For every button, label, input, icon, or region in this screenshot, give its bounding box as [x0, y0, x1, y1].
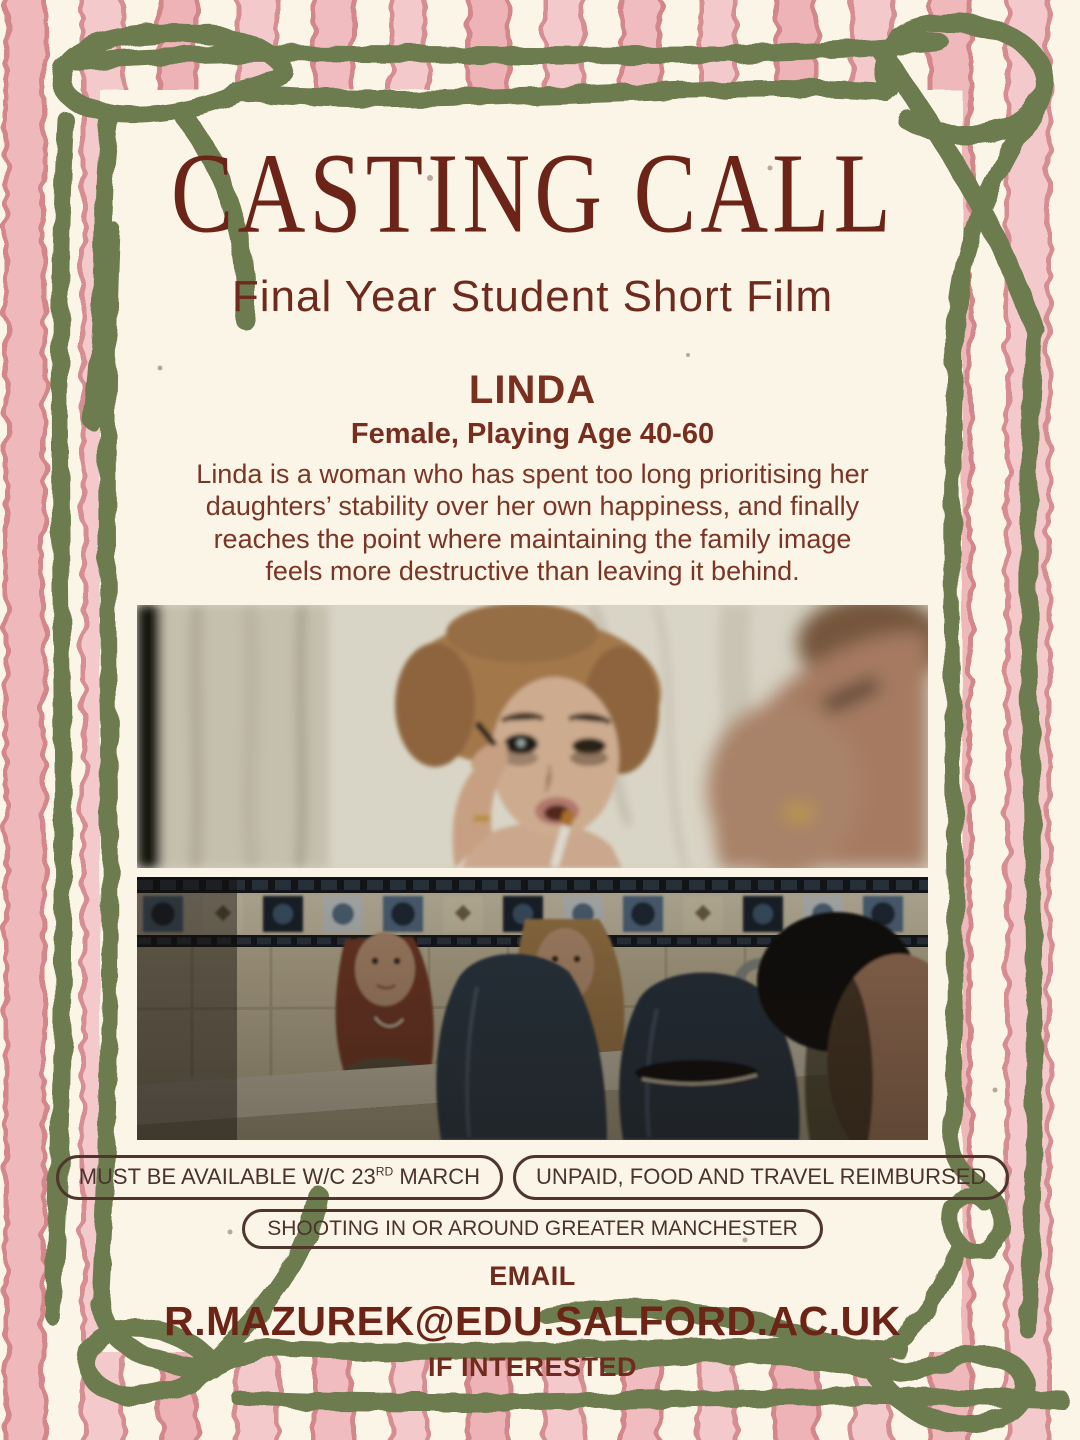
role-description	[196, 458, 868, 588]
film-still-makeup-mirror	[137, 605, 928, 868]
contact-interest-note: IF INTERESTED	[427, 1351, 637, 1382]
poster-subtitle: Final Year Student Short Film	[231, 272, 834, 321]
location-badge: SHOOTING IN OR AROUND GREATER MANCHESTER	[242, 1209, 823, 1249]
film-stills	[137, 605, 928, 1140]
contact-email-address: R.MAZUREK@EDU.SALFORD.AC.UK	[164, 1297, 901, 1344]
role-spec: Female, Playing Age 40-60	[350, 418, 715, 450]
availability-ordinal: RD	[375, 1164, 394, 1179]
availability-text-suffix: MARCH	[393, 1163, 481, 1189]
contact-block	[164, 1261, 901, 1383]
compensation-badge: UNPAID, FOOD AND TRAVEL REIMBURSED	[513, 1155, 1009, 1200]
info-badges	[78, 1155, 987, 1249]
role-name: LINDA	[468, 368, 597, 412]
badge-row-2	[242, 1209, 823, 1249]
description-line: reaches the point where maintaining the family image	[213, 523, 852, 554]
page-title: CASTING CALL	[170, 129, 895, 257]
description-line: daughters’ stability over her own happiness, and finally	[205, 491, 860, 522]
poster-content	[78, 0, 987, 1440]
contact-email-label: EMAIL	[489, 1260, 576, 1291]
availability-text: MUST BE AVAILABLE W/C 23	[78, 1163, 376, 1189]
film-still-bathtub	[137, 877, 928, 1140]
availability-badge	[56, 1155, 503, 1200]
badge-row-1	[56, 1155, 1010, 1200]
description-line: feels more destructive than leaving it behind.	[265, 556, 800, 587]
description-line: Linda is a woman who has spent too long prioritising her	[196, 459, 869, 489]
